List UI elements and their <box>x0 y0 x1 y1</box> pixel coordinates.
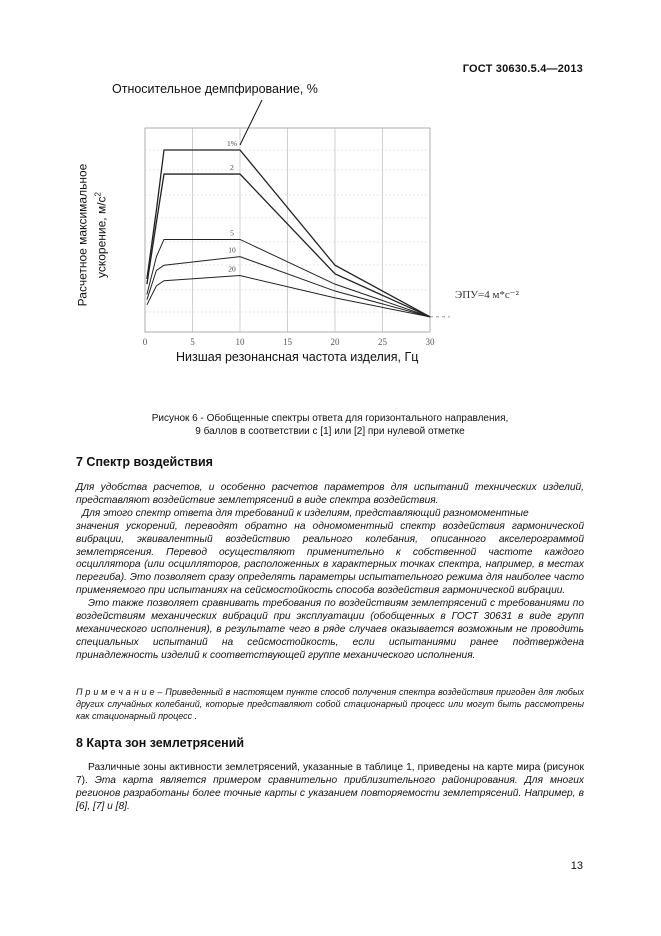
section-7-heading: 7 Спектр воздействия <box>76 455 213 469</box>
y-axis-label: Расчетное максимальное ускорение, $м/с^2$ <box>75 163 109 307</box>
section-8-body <box>76 762 584 814</box>
x-tick-label: 15 <box>283 337 292 347</box>
section-7-p2a: Для этого спектр ответа для требований к изделиям, представляющий разномоментные <box>82 507 529 519</box>
series-label: 5 <box>230 228 234 238</box>
x-tick-label: 30 <box>425 337 435 347</box>
section-7-p2b: значения ускорений, переводят обратно на одномоментный спектр воздействия гармонической вибрации, эквивалентный воздействию реального колебания, описанного акселерограммой землетрясения. Перевод осуществляют применительно к собственной частоте каждого осциллятора (или осцилляторов, расположенных в характерных точках спектра, например, в местах перегиба). Это позволяет сразу определять параметры испытательного режима для наиболее часто применяемого при испытаниях на сейсмостойкость способа воздействия гармонической вибрации. <box>76 520 584 597</box>
x-axis-label: Низшая резонансная частота изделия, Гц <box>176 350 419 364</box>
section-8-heading: 8 Карта зон землетрясений <box>76 736 245 750</box>
x-tick-label: 25 <box>378 337 387 347</box>
section-7-p1: Для удобства расчетов, и особенно расчетов параметров для испытаний технических изделий, представляют воздействие землетрясений в виде спектра воздействия. <box>76 482 584 506</box>
section-7-body <box>76 482 584 663</box>
series-line <box>147 276 430 317</box>
x-tick-label: 20 <box>330 337 340 347</box>
section-8-p1: Различные зоны активности землетрясений, указанные в таблице 1, приведены на карте мира (рисунок 7). Эта карта является примером сравнительно приблизительного районирования. Для многих регионов разработаны более точные карты с указанием повторяемости землетрясений. Например, в [6], [7] и [8]. <box>76 762 584 812</box>
response-spectrum-figure <box>0 0 661 380</box>
x-tick-label: 10 <box>235 337 245 347</box>
series-line <box>147 174 430 317</box>
page-number: 13 <box>570 860 583 872</box>
figure-caption: Рисунок 6 - Обобщенные спектры ответа для горизонтального направления, 9 баллов в соответствии с [1] или [2] при нулевой отметке <box>151 413 509 437</box>
x-tick-label: 0 <box>142 337 148 347</box>
section-7-p3: Это также позволяет сравнивать требования по воздействиям землетрясений с требованиями по воздействиям механических вибраций при эксплуатации (обобщенных в ГОСТ 30631 в виде групп механического исполнения), в результате чего в ряде случаев оказывается возможным не проводить специальных испытаний на сейсмостойкость, если испытаниями ранее подтверждена принадлежность изделий к соответствующей группе механического исполнения. <box>76 598 584 661</box>
series-line <box>147 150 430 317</box>
series-label: 20 <box>228 264 236 274</box>
x-tick-label: 5 <box>190 337 195 347</box>
series-label: 10 <box>228 245 236 255</box>
damping-title: Относительное демпфирование, % <box>112 82 318 96</box>
epu-label: ЭПУ=4 м*с⁻² <box>455 289 519 301</box>
leader-line <box>240 100 262 145</box>
standard-header: ГОСТ 30630.5.4—2013 <box>462 63 583 75</box>
series-label: 2 <box>230 163 234 173</box>
section-7-note: П р и м е ч а н и е – Приведенный в настоящем пункте способ получения спектра воздействия пригоден для любых других случайных колебаний, которые представляют собой стационарный процесс или могут быть рассмотрены как стационарный процесс . <box>76 687 584 721</box>
series-label: 1% <box>227 139 237 148</box>
